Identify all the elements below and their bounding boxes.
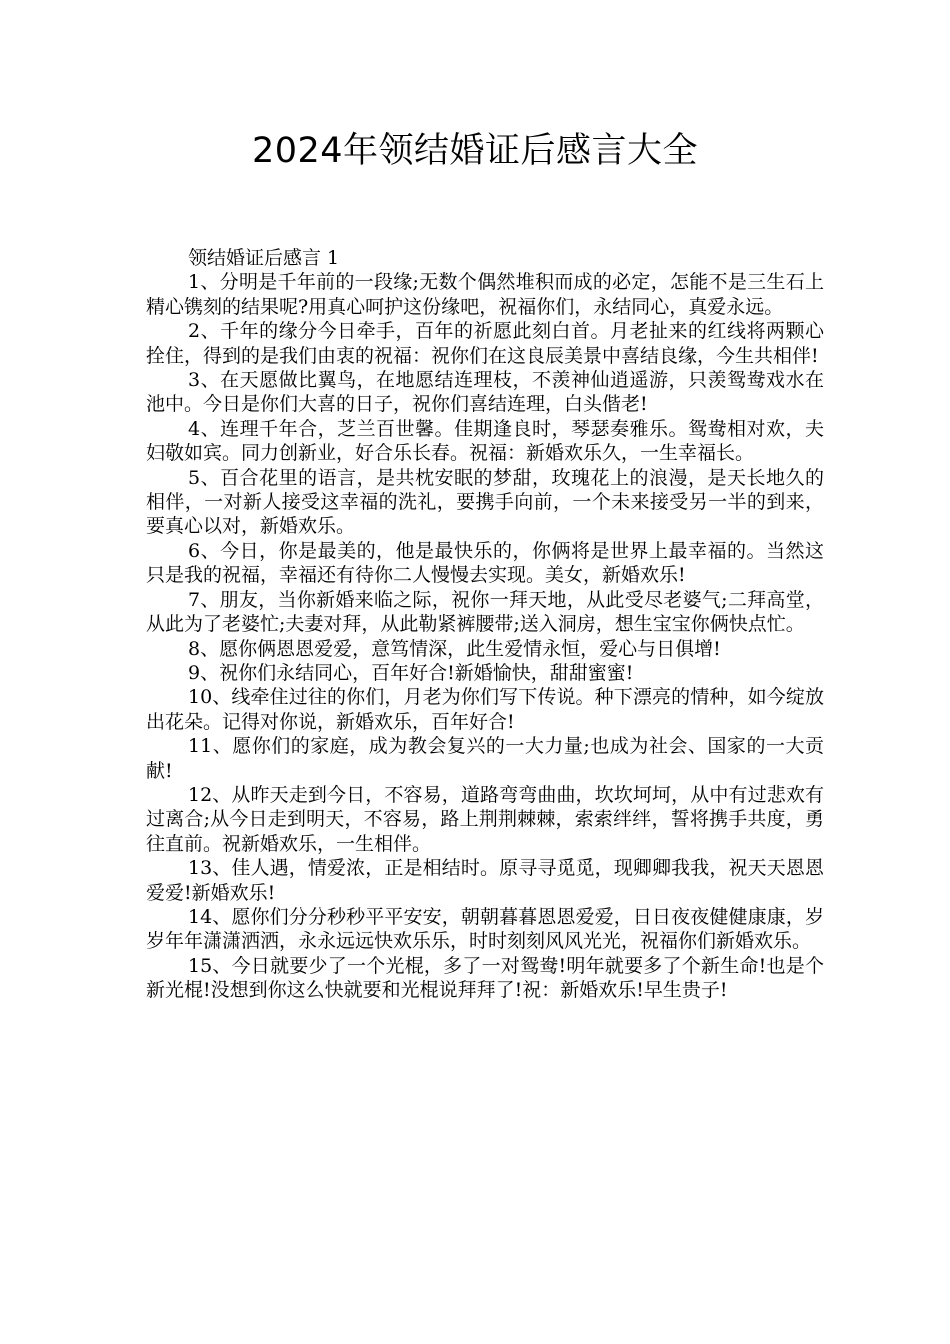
paragraph-15: 15、今日就要少了一个光棍，多了一对鸳鸯!明年就要多了个新生命!也是个新光棍!没想到你这么快就要和光棍说拜拜了!祝：新婚欢乐!早生贵子! xyxy=(146,954,824,1002)
paragraph-1: 1、分明是千年前的一段缘;无数个偶然堆积而成的必定，怎能不是三生石上精心镌刻的结果呢?用真心呵护这份缘吧，祝福你们，永结同心，真爱永远。 xyxy=(146,271,824,318)
document-body xyxy=(146,246,824,1003)
section-heading: 领结婚证后感言 1 xyxy=(188,247,340,269)
paragraph-3: 3、在天愿做比翼鸟，在地愿结连理枝，不羡神仙逍遥游，只羡鸳鸯戏水在池中。今日是你们大喜的日子，祝你们喜结连理，白头偕老! xyxy=(146,369,824,416)
document-title: 2024年领结婚证后感言大全 xyxy=(251,131,699,171)
paragraph-8: 8、愿你俩恩恩爱爱，意笃情深，此生爱情永恒，爱心与日俱增! xyxy=(188,637,721,660)
paragraph-7: 7、朋友，当你新婚来临之际，祝你一拜天地，从此受尽老婆气;二拜高堂，从此为了老婆忙;夫妻对拜，从此勒紧裤腰带;送入洞房，想生宝宝你俩快点忙。 xyxy=(146,588,824,636)
paragraph-9: 9、祝你们永结同心，百年好合!新婚愉快，甜甜蜜蜜! xyxy=(188,661,634,684)
paragraph-4: 4、连理千年合，芝兰百世馨。佳期逢良时，琴瑟奏雅乐。鸳鸯相对欢，夫妇敬如宾。同力创新业，好合乐长春。祝福：新婚欢乐久，一生幸福长。 xyxy=(146,417,824,465)
paragraph-11: 11、愿你们的家庭，成为教会复兴的一大力量;也成为社会、国家的一大贡献! xyxy=(146,735,824,782)
paragraph-14: 14、愿你们分分秒秒平平安安，朝朝暮暮恩恩爱爱，日日夜夜健健康康，岁岁年年潇潇洒洒，永永远远快欢乐乐，时时刻刻风风光光，祝福你们新婚欢乐。 xyxy=(146,905,824,953)
paragraph-5: 5、百合花里的语言，是共枕安眠的梦甜，玫瑰花上的浪漫，是天长地久的相伴，一对新人接受这幸福的洗礼，要携手向前，一个未来接受另一半的到来，要真心以对，新婚欢乐。 xyxy=(146,466,824,538)
paragraph-6: 6、今日，你是最美的，他是最快乐的，你俩将是世界上最幸福的。当然这只是我的祝福，幸福还有待你二人慢慢去实现。美女，新婚欢乐! xyxy=(146,539,824,587)
paragraph-10: 10、线牵住过往的你们，月老为你们写下传说。种下漂亮的情种，如今绽放出花朵。记得对你说，新婚欢乐，百年好合! xyxy=(146,686,824,733)
paragraph-13: 13、佳人遇，情爱浓，正是相结时。原寻寻觅觅，现卿卿我我，祝天天恩恩爱爱!新婚欢乐! xyxy=(146,857,824,904)
paragraph-2: 2、千年的缘分今日牵手，百年的祈愿此刻白首。月老扯来的红线将两颗心拴住，得到的是我们由衷的祝福：祝你们在这良辰美景中喜结良缘，今生共相伴! xyxy=(146,320,824,367)
paragraph-12: 12、从昨天走到今日，不容易，道路弯弯曲曲，坎坎坷坷，从中有过悲欢有过离合;从今日走到明天，不容易，路上荆荆棘棘，索索绊绊，誓将携手共度，勇往直前。祝新婚欢乐，一生相伴。 xyxy=(146,783,824,855)
